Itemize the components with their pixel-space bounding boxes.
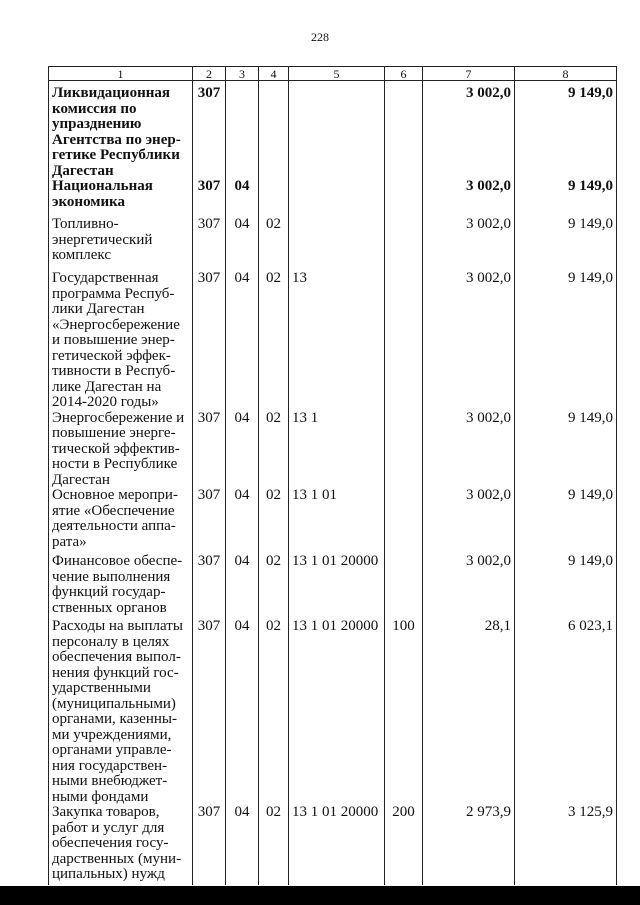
- table-row: [49, 179, 617, 217]
- cell-ministry-code: 307: [193, 619, 226, 805]
- cell-amount-col8: 9 149,0: [515, 179, 617, 217]
- row-name: Энергосбережение и повышение энергетической эффективности в Республике Дагестан: [49, 411, 193, 489]
- table-row: [49, 81, 617, 180]
- cell-ministry-code: 307: [193, 217, 226, 271]
- cell-ministry-code: 307: [193, 81, 226, 180]
- column-header: 6: [385, 67, 423, 81]
- cell-ministry-code: 307: [193, 271, 226, 411]
- row-name: Национальная экономика: [49, 179, 193, 217]
- column-header: 1: [49, 67, 193, 81]
- cell-target-item: 13: [289, 271, 385, 411]
- cell-ministry-code: 307: [193, 554, 226, 619]
- row-name: Расходы на выплаты персоналу в целях обеспечения выполнения функций государственными (муниципальными) органами, казенными учреждениями, органами управления государственными внебюджетными фондами: [49, 619, 193, 805]
- cell-expense-type: [385, 411, 423, 489]
- cell-subsection: [259, 81, 289, 180]
- cell-target-item: 13 1 01 20000: [289, 619, 385, 805]
- cell-section: 04: [226, 217, 259, 271]
- column-header: 8: [515, 67, 617, 81]
- table-row: [49, 488, 617, 554]
- cell-amount-col7: 3 002,0: [423, 554, 515, 619]
- column-header: 3: [226, 67, 259, 81]
- cell-ministry-code: 307: [193, 488, 226, 554]
- page-number: 228: [311, 30, 329, 44]
- cell-section: [226, 81, 259, 180]
- column-header: 5: [289, 67, 385, 81]
- cell-section: 04: [226, 554, 259, 619]
- cell-section: 04: [226, 488, 259, 554]
- column-header: 4: [259, 67, 289, 81]
- cell-amount-col7: 3 002,0: [423, 488, 515, 554]
- cell-target-item: 13 1 01 20000: [289, 554, 385, 619]
- cell-amount-col8: 6 023,1: [515, 619, 617, 805]
- cell-amount-col8: 9 149,0: [515, 411, 617, 489]
- row-name: Основное мероприятие «Обеспечение деятельности аппарата»: [49, 488, 193, 554]
- cell-amount-col8: 9 149,0: [515, 488, 617, 554]
- table-row: [49, 411, 617, 489]
- cell-expense-type: [385, 179, 423, 217]
- budget-table: [48, 66, 617, 885]
- cell-target-item: [289, 217, 385, 271]
- cell-amount-col7: 3 002,0: [423, 411, 515, 489]
- cell-amount-col7: 28,1: [423, 619, 515, 805]
- cell-expense-type: [385, 488, 423, 554]
- table-row: [49, 217, 617, 271]
- row-name: Топливно-энергетический комплекс: [49, 217, 193, 271]
- cell-amount-col8: 9 149,0: [515, 217, 617, 271]
- cell-expense-type: [385, 271, 423, 411]
- cell-amount-col8: 9 149,0: [515, 271, 617, 411]
- cell-subsection: 02: [259, 805, 289, 885]
- cell-subsection: 02: [259, 488, 289, 554]
- cell-amount-col8: 9 149,0: [515, 81, 617, 180]
- row-name: Закупка товаров, работ и услуг для обеспечения государственных (муниципальных) нужд: [49, 805, 193, 885]
- cell-ministry-code: 307: [193, 411, 226, 489]
- cell-ministry-code: 307: [193, 179, 226, 217]
- cell-subsection: 02: [259, 271, 289, 411]
- table-row: [49, 271, 617, 411]
- cell-ministry-code: 307: [193, 805, 226, 885]
- cell-amount-col7: 3 002,0: [423, 217, 515, 271]
- cell-subsection: [259, 179, 289, 217]
- cell-expense-type: 100: [385, 619, 423, 805]
- scan-border: [0, 886, 640, 905]
- cell-section: 04: [226, 179, 259, 217]
- cell-target-item: [289, 179, 385, 217]
- cell-section: 04: [226, 619, 259, 805]
- table-row: [49, 619, 617, 805]
- row-name: Государственная программа Республики Дагестан «Энергосбережение и повышение энергетической эффективности в Республике Дагестан на 2014-2020 годы»: [49, 271, 193, 411]
- column-header: 7: [423, 67, 515, 81]
- cell-target-item: 13 1: [289, 411, 385, 489]
- cell-expense-type: 200: [385, 805, 423, 885]
- cell-section: 04: [226, 271, 259, 411]
- cell-amount-col7: 3 002,0: [423, 271, 515, 411]
- row-name: Финансовое обеспечение выполнения функций государственных органов: [49, 554, 193, 619]
- row-name: Ликвидационная комиссия по упразднению Агентства по энергетике Республики Дагестан: [49, 81, 193, 180]
- cell-amount-col8: 3 125,9: [515, 805, 617, 885]
- cell-subsection: 02: [259, 217, 289, 271]
- cell-target-item: [289, 81, 385, 180]
- cell-subsection: 02: [259, 554, 289, 619]
- cell-target-item: 13 1 01 20000: [289, 805, 385, 885]
- cell-expense-type: [385, 81, 423, 180]
- cell-amount-col7: 3 002,0: [423, 81, 515, 180]
- cell-amount-col7: 2 973,9: [423, 805, 515, 885]
- cell-amount-col7: 3 002,0: [423, 179, 515, 217]
- table-row: [49, 805, 617, 885]
- cell-subsection: 02: [259, 619, 289, 805]
- cell-target-item: 13 1 01: [289, 488, 385, 554]
- cell-section: 04: [226, 411, 259, 489]
- cell-expense-type: [385, 217, 423, 271]
- header-row: [49, 67, 617, 81]
- cell-expense-type: [385, 554, 423, 619]
- column-header: 2: [193, 67, 226, 81]
- table-row: [49, 554, 617, 619]
- cell-section: 04: [226, 805, 259, 885]
- cell-subsection: 02: [259, 411, 289, 489]
- cell-amount-col8: 9 149,0: [515, 554, 617, 619]
